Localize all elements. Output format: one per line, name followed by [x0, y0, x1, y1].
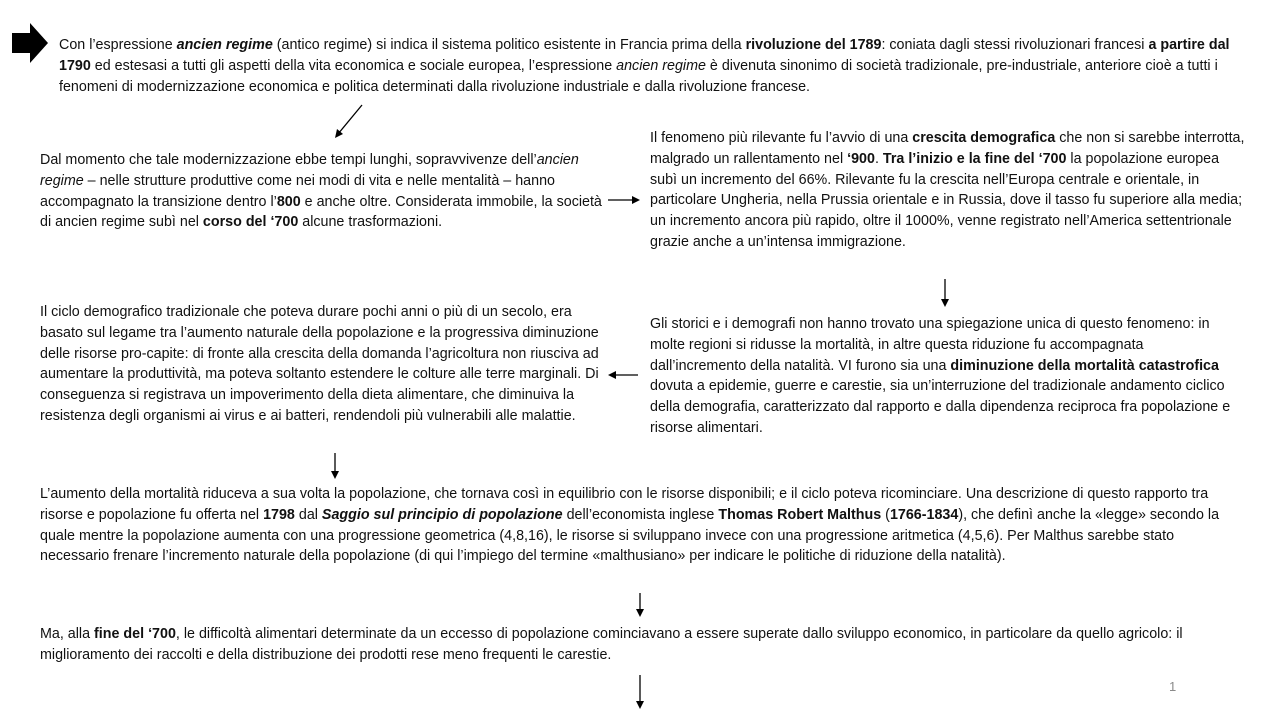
text-run: crescita demografica	[912, 130, 1056, 146]
text-run: ‘900	[847, 150, 875, 167]
text-run: dell’economista inglese	[562, 506, 719, 523]
text-run: Il fenomeno più rilevante fu l’avvio di una	[650, 130, 913, 146]
text-run: ancien regime	[616, 57, 706, 74]
text-run: (antico regime) si indica il sistema politico esistente in Francia prima della	[272, 37, 746, 53]
text-run: Tra l’inizio e la fine del ‘700	[882, 150, 1067, 167]
text-run: Gli storici e i demografi non hanno trovato una spiegazione unica di questo fenomeno: in molte regioni si ridusse la mortalità, in altre questa riduzione fu accompagnata dall’incremento della natalità. VI furono sia una	[650, 316, 1210, 374]
text-run: è divenuta sinonimo di società tradizionale, pre-industriale, anteriore cioè a tutti i fenomeni di modernizzazione economica e politica determinati dalla rivoluzione industriale e dalla rivoluzione francese.	[59, 57, 1218, 95]
arrow-right-small-icon	[607, 194, 641, 206]
text-run: Il ciclo demografico tradizionale che poteva durare pochi anni o più di un secolo, era basato sul legame tra l’aumento naturale della popolazione e la progressiva diminuzione delle risorse pro-capite: di fronte alla crescita della domanda l’agricoltura non riusciva ad aumentare la produttività, ma poteva soltanto estendere le colture alle terre marginali. Di conseguenza si registrava un impoverimento della dieta alimentare, che diminuiva la resistenza degli organismi ai virus e ai batteri, rendendoli più vulnerabili alle malattie.	[40, 304, 599, 424]
text-run: ), che definì anche la «legge» secondo la quale mentre la popolazione aumenta con una progressione geometrica (4,8,16), le risorse si sviluppano invece con una progressione aritmetica (4,5,6). Per Malthus sarebbe stato necessario frenare l’incremento naturale della popolazione (di qui l’impiego del termine «malthusiano» per indicare le politiche di riduzione della natalità).	[40, 506, 1220, 565]
survivals-paragraph	[40, 150, 605, 233]
text-run: fine del ‘700	[94, 626, 176, 642]
arrow-down-left-icon	[333, 103, 365, 139]
text-run: e anche oltre. Considerata immobile, la società di ancien regime subì nel	[40, 193, 602, 231]
cycle-paragraph	[40, 302, 615, 427]
text-run	[322, 507, 563, 523]
text-run: dovuta a epidemie, guerre e carestie, sia un’interruzione del tradizionale andamento ciclico della demografia, caratterizzato dal rapporto e dalla dipendenza reciproca fra popolazione e risorse alimentari.	[650, 378, 1231, 436]
text-run: Ma, alla	[40, 626, 95, 642]
text-run: a partire dal 1790	[59, 37, 1230, 74]
text-run: 800	[276, 193, 301, 210]
text-run: diminuzione della mortalità catastrofica	[950, 357, 1219, 374]
text-run: , le difficoltà alimentari determinate da un eccesso di popolazione cominciavano a essere superate dallo sviluppo economico, in particolare da quello agricolo: il miglioramento dei raccolti e della distribuzione dei prodotti rese meno frequenti le carestie.	[40, 626, 1183, 663]
text-run: 1766-1834	[889, 506, 959, 523]
end-700-paragraph	[40, 624, 1245, 666]
arrow-down-icon	[939, 278, 951, 308]
text-run: la popolazione europea subì un incremento del 66%. Rilevante fu la crescita nell’Europa centrale e orientale, in particolare Ungheria, nella Prussia orientale e in Russia, dove il tasso fu superiore alla media; un incremento ancora più rapido, oltre il 1000%, venne registrato nell’America settentrionale grazie anche a un’intensa immigrazione.	[650, 150, 1243, 250]
text-run: 1798	[263, 506, 295, 523]
text-run: Con l’espressione	[59, 37, 177, 53]
text-run: ed estesasi a tutti gli aspetti della vita economica e sociale europea, l’espressione	[90, 57, 617, 74]
text-run: ancien regime	[40, 152, 579, 189]
text-run: dal	[294, 506, 322, 523]
malthus-paragraph	[40, 484, 1245, 567]
arrow-down-icon	[329, 452, 341, 480]
text-run	[177, 37, 273, 53]
page-number: 1	[1169, 679, 1177, 694]
text-run: Thomas Robert Malthus	[718, 506, 882, 523]
text-run: Dal momento che tale modernizzazione ebbe tempi lunghi, sopravvivenze dell’	[40, 152, 537, 168]
growth-paragraph	[650, 128, 1245, 253]
text-run: che non si sarebbe interrotta, malgrado un rallentamento nel	[650, 130, 1245, 167]
arrow-down-icon	[634, 674, 646, 710]
text-run: L’aumento della mortalità riduceva a sua volta la popolazione, che tornava così in equilibrio con le risorse disponibili; e il ciclo poteva ricominciare. Una descrizione di questo rapporto tra risorse e popolazione fu offerta nel	[40, 486, 1209, 523]
text-run: alcune trasformazioni.	[298, 214, 443, 231]
text-run: .	[874, 150, 883, 167]
intro-paragraph	[59, 35, 1244, 97]
text-run: (	[881, 506, 890, 523]
text-run: – nelle strutture produttive come nei modi di vita e nelle mentalità – hanno accompagnato la transizione dentro l’	[40, 172, 555, 210]
arrow-right-icon	[10, 22, 50, 64]
text-run: corso del ‘700	[202, 214, 299, 231]
historians-paragraph	[650, 314, 1240, 439]
text-run: ancien regime	[176, 37, 273, 53]
arrow-down-icon	[634, 592, 646, 618]
text-run: Saggio sul principio di popolazione	[321, 506, 563, 523]
text-run: rivoluzione del 1789	[745, 37, 882, 53]
text-run: : coniata dagli stessi rivoluzionari francesi	[881, 37, 1149, 53]
